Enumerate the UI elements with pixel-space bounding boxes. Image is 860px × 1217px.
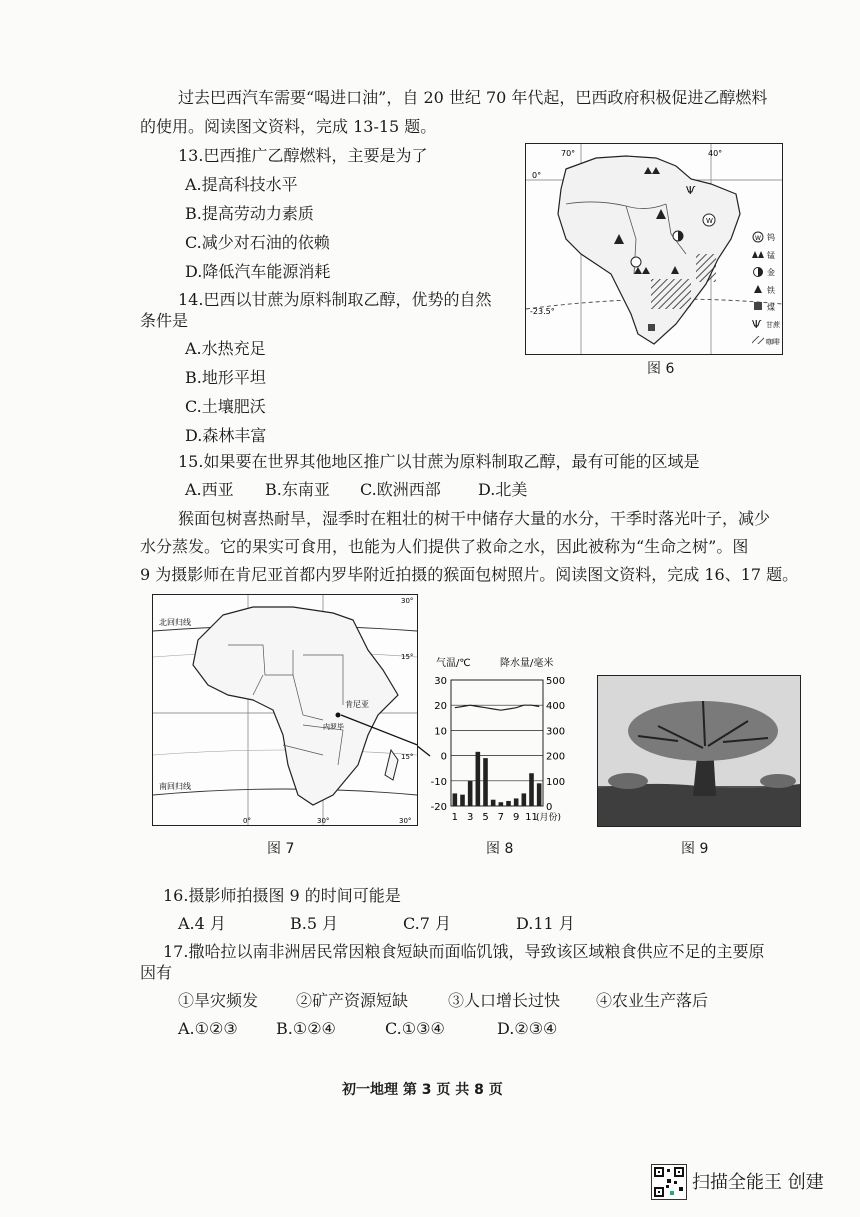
intro2-line1: 猴面包树喜热耐旱，湿季时在粗壮的树干中储存大量的水分，干季时落光叶子，减少 xyxy=(178,509,771,528)
lon-70-label: 70° xyxy=(561,149,576,158)
intro2-line2: 水分蒸发。它的果实可食用，也能为人们提供了救命之水，因此被称为“生命之树”。图 xyxy=(140,537,749,556)
deg-label-15s: 15° xyxy=(401,753,414,761)
q13-option-a: A.提高科技水平 xyxy=(185,175,298,194)
temp-axis-label: 气温/℃ xyxy=(436,658,471,669)
q13-option-d: D.降低汽车能源消耗 xyxy=(185,262,331,281)
page-footer: 初一地理 第 3 页 共 8 页 xyxy=(342,1082,503,1098)
temp-tick-label: 10 xyxy=(434,726,447,738)
qr-code-icon xyxy=(651,1164,687,1200)
month-tick-label: 7 xyxy=(497,812,505,823)
q15-option-b: B.东南亚 xyxy=(265,480,330,499)
precip-tick-label: 200 xyxy=(546,751,566,763)
month-tick-label: 3 xyxy=(466,812,474,823)
month-tick-label: 11 xyxy=(525,812,538,823)
nairobi-label: 内罗毕 xyxy=(323,723,344,731)
precip-tick-label: 300 xyxy=(546,726,566,738)
precip-bar xyxy=(483,758,488,806)
q17-option-a: A.①②③ xyxy=(178,1019,238,1038)
precip-bar xyxy=(491,800,496,806)
intro1-line2: 的使用。阅读图文资料，完成 13-15 题。 xyxy=(140,117,437,136)
temp-tick-label: 20 xyxy=(434,701,447,713)
svg-text:Ѱ: Ѱ xyxy=(686,184,696,197)
q17-item-1: ①旱灾频发 xyxy=(178,991,259,1010)
legend-iron: 铁 xyxy=(767,286,775,295)
temp-tick-label: 0 xyxy=(440,751,447,763)
svg-text:W: W xyxy=(755,235,761,242)
svg-text:W: W xyxy=(706,217,713,225)
q14-option-d: D.森林丰富 xyxy=(185,426,267,445)
deg-label-15n: 15° xyxy=(401,653,414,661)
precip-tick-label: 500 xyxy=(546,676,566,687)
q16-option-b: B.5 月 xyxy=(290,914,339,933)
precip-bar xyxy=(514,798,519,806)
q17-option-d: D.②③④ xyxy=(497,1019,558,1038)
month-tick-label: 5 xyxy=(482,812,489,823)
q13-option-b: B.提高劳动力素质 xyxy=(185,204,314,223)
intro2-line3: 9 为摄影师在肯尼亚首都内罗毕附近拍摄的猴面包树照片。阅读图文资料，完成 16、17 题。 xyxy=(140,565,799,584)
temp-tick-label: -10 xyxy=(430,776,447,788)
legend-coffee: 咖啡 xyxy=(766,338,780,346)
lat-0-label: 0° xyxy=(532,171,542,180)
q17-option-c: C.①③④ xyxy=(385,1019,445,1038)
precip-bar xyxy=(476,752,481,806)
q15-option-d: D.北美 xyxy=(478,480,528,499)
q16-option-c: C.7 月 xyxy=(403,914,452,933)
precip-axis-label: 降水量/毫米 xyxy=(500,658,554,669)
temp-tick-label: 30 xyxy=(434,676,447,687)
q17-item-2: ②矿产资源短缺 xyxy=(296,991,409,1010)
precip-bar xyxy=(522,793,527,806)
africa-map xyxy=(152,594,418,826)
precip-bar xyxy=(453,793,458,806)
lon-40-label: 40° xyxy=(708,149,723,158)
baobab-photo xyxy=(597,675,801,827)
temperature-line xyxy=(455,705,539,710)
tropic-capricorn-label: 南回归线 xyxy=(159,782,191,791)
q14-option-c: C.土壤肥沃 xyxy=(185,397,266,416)
temp-tick-label: -20 xyxy=(430,802,447,813)
fig6-caption: 图 6 xyxy=(647,361,675,377)
precip-bar xyxy=(529,773,534,806)
precip-bar xyxy=(468,781,473,806)
q14-option-b: B.地形平坦 xyxy=(185,368,266,387)
svg-text:Ѱ: Ѱ xyxy=(752,318,762,331)
deg-label-30n: 30° xyxy=(401,597,414,605)
q17-stem-1: 17.撒哈拉以南非洲居民常因粮食短缺而面临饥饿，导致该区域粮食供应不足的主要原 xyxy=(163,942,765,961)
deg-label-30s: 30° xyxy=(399,817,412,825)
q13-stem: 13.巴西推广乙醇燃料，主要是为了 xyxy=(178,146,428,165)
brazil-map xyxy=(525,143,783,355)
legend-tungsten: 钨 xyxy=(767,233,775,242)
legend-manganese: 锰 xyxy=(767,251,775,260)
month-tick-label: 9 xyxy=(512,812,520,823)
deg-label-30e: 30° xyxy=(317,817,330,825)
q14-stem-1: 14.巴西以甘蔗为原料制取乙醇，优势的自然 xyxy=(178,290,492,309)
lat-tropic-label: -23.5° xyxy=(530,307,555,316)
q17-item-3: ③人口增长过快 xyxy=(448,991,561,1010)
precip-tick-label: 400 xyxy=(546,701,566,713)
precip-bar xyxy=(460,795,465,806)
q15-option-c: C.欧洲西部 xyxy=(360,480,441,499)
legend-sugarcane: 甘蔗 xyxy=(766,321,780,329)
climate-chart xyxy=(418,652,588,830)
scanner-watermark: 扫描全能王 创建 xyxy=(692,1172,824,1193)
q16-option-a: A.4 月 xyxy=(178,914,226,933)
precip-tick-label: 0 xyxy=(546,802,553,813)
month-tick-label: 1 xyxy=(451,812,459,823)
fig6-legend xyxy=(752,232,781,346)
q15-stem: 15.如果要在世界其他地区推广以甘蔗为原料制取乙醇，最有可能的区域是 xyxy=(178,452,700,471)
q17-stem-2: 因有 xyxy=(140,963,173,982)
fig8-caption: 图 8 xyxy=(486,841,514,857)
deg-label-0: 0° xyxy=(243,817,251,825)
fig9-caption: 图 9 xyxy=(681,841,709,857)
precip-bar xyxy=(506,801,511,806)
intro1-line1: 过去巴西汽车需要“喝进口油”，自 20 世纪 70 年代起，巴西政府积极促进乙醇燃料 xyxy=(178,88,768,107)
q14-stem-2: 条件是 xyxy=(140,311,189,330)
precip-bar xyxy=(537,783,542,806)
kenya-label: 肯尼亚 xyxy=(345,700,369,709)
q16-stem: 16.摄影师拍摄图 9 的时间可能是 xyxy=(163,886,401,905)
legend-gold: 金 xyxy=(767,268,775,277)
q15-option-a: A.西亚 xyxy=(185,480,234,499)
month-axis-label: (月份) xyxy=(536,813,562,823)
tropic-cancer-label: 北回归线 xyxy=(159,618,191,627)
precip-bar xyxy=(499,802,504,806)
q16-option-d: D.11 月 xyxy=(516,914,575,933)
fig7-caption: 图 7 xyxy=(267,841,295,857)
q17-option-b: B.①②④ xyxy=(276,1019,336,1038)
q17-item-4: ④农业生产落后 xyxy=(596,991,709,1010)
precip-tick-label: 100 xyxy=(546,776,566,788)
legend-coal: 煤 xyxy=(767,303,775,312)
q13-option-c: C.减少对石油的依赖 xyxy=(185,233,330,252)
q14-option-a: A.水热充足 xyxy=(185,339,266,358)
